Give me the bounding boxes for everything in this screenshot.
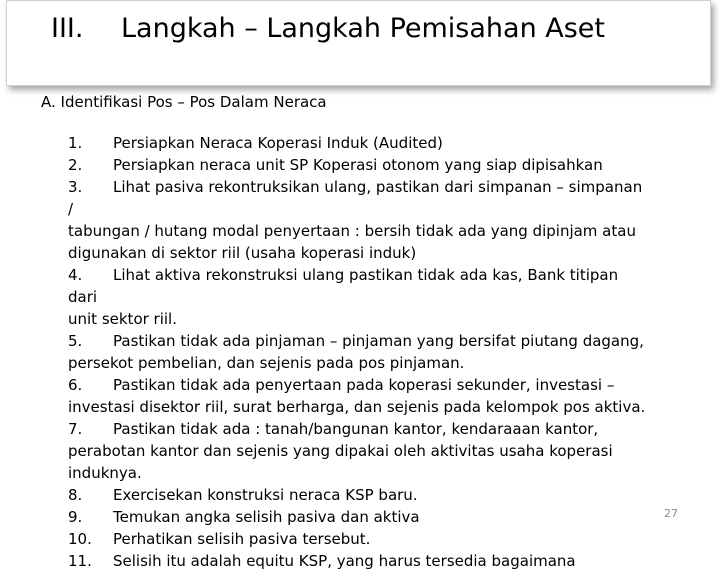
list-item [68, 550, 648, 572]
item-number: 3. [68, 178, 83, 196]
item-text-continued: perabotan kantor dan sejenis yang dipakai oleh aktivitas usaha koperasi induknya. [68, 442, 613, 482]
item-number: 8. [68, 486, 83, 504]
steps-list [68, 132, 648, 572]
page-number: 27 [664, 507, 678, 520]
list-item [68, 418, 648, 484]
item-text: Persiapkan Neraca Koperasi Induk (Audited) [113, 134, 443, 152]
item-text: Perhatikan selisih pasiva tersebut. [113, 530, 371, 548]
list-item [68, 176, 648, 264]
item-text: Lihat aktiva rekonstruksi ulang pastikan tidak ada kas, Bank titipan dari [68, 266, 619, 306]
list-item [68, 330, 648, 374]
list-item [68, 528, 648, 550]
list-item [68, 374, 648, 418]
slide-title: Langkah – Langkah Pemisahan Aset [121, 13, 605, 44]
item-text: Temukan angka selisih pasiva dan aktiva [113, 508, 420, 526]
item-number: 9. [68, 508, 83, 526]
item-text-continued: unit sektor riil. [68, 310, 177, 328]
item-text-continued: tabungan / hutang modal penyertaan : bersih tidak ada yang dipinjam atau digunakan di sektor riil (usaha koperasi induk) [68, 222, 636, 262]
title-box [6, 0, 711, 86]
item-number: 10. [68, 530, 92, 548]
title-number: III. [51, 13, 84, 44]
item-number: 11. [68, 552, 92, 570]
item-number: 1. [68, 134, 83, 152]
section-subheading: A. Identifikasi Pos – Pos Dalam Neraca [41, 93, 327, 111]
item-text: Pastikan tidak ada penyertaan pada koperasi sekunder, investasi – [113, 376, 615, 394]
list-item [68, 264, 648, 330]
item-number: 7. [68, 420, 83, 438]
item-number: 4. [68, 266, 83, 284]
item-text: Selisih itu adalah equitu KSP, yang harus tersedia bagaimana [113, 552, 576, 570]
item-number: 5. [68, 332, 83, 350]
list-item [68, 132, 648, 154]
item-text: Lihat pasiva rekontruksikan ulang, pastikan dari simpanan – simpanan / [68, 178, 643, 218]
list-item [68, 506, 648, 528]
item-text-continued: persekot pembelian, dan sejenis pada pos pinjaman. [68, 354, 465, 372]
list-item [68, 484, 648, 506]
item-text: Persiapkan neraca unit SP Koperasi otonom yang siap dipisahkan [113, 156, 603, 174]
item-text: Exercisekan konstruksi neraca KSP baru. [113, 486, 418, 504]
list-item [68, 154, 648, 176]
item-text: Pastikan tidak ada pinjaman – pinjaman yang bersifat piutang dagang, [113, 332, 644, 350]
item-number: 2. [68, 156, 83, 174]
item-text-continued: investasi disektor riil, surat berharga, dan sejenis pada kelompok pos aktiva. [68, 398, 646, 416]
item-text: Pastikan tidak ada : tanah/bangunan kantor, kendaraaan kantor, [113, 420, 599, 438]
item-number: 6. [68, 376, 83, 394]
